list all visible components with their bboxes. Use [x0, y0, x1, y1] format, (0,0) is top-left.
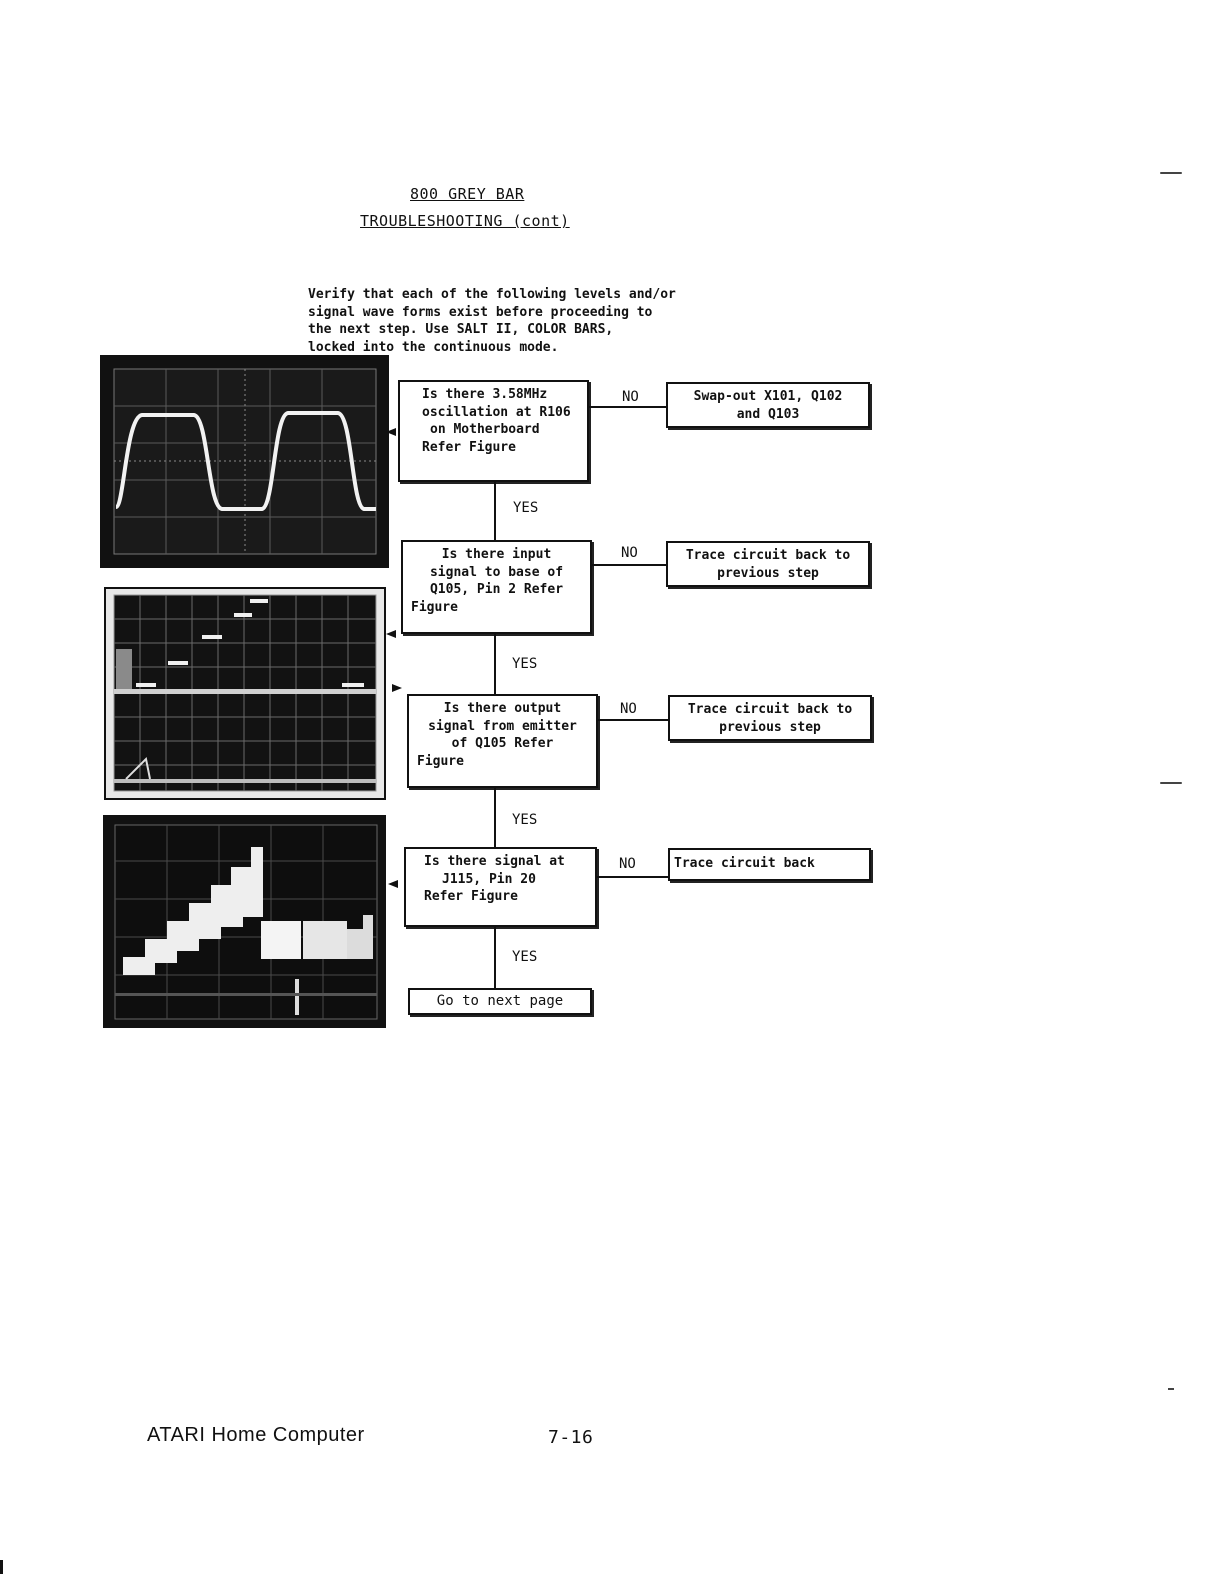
- scope-figure-staircase: [103, 815, 386, 1028]
- final-label: Go to next page: [436, 993, 564, 1009]
- connector-yes-3: [494, 788, 496, 847]
- staircase-trace: [105, 817, 384, 1026]
- yes-label: YES: [512, 812, 538, 828]
- scan-mark: [1160, 172, 1182, 174]
- question-box-4: [404, 847, 597, 927]
- action-line: Trace circuit back: [674, 856, 815, 871]
- yes-label: YES: [513, 500, 539, 516]
- no-label: NO: [619, 856, 636, 872]
- question-line: oscillation at R106: [422, 404, 571, 420]
- question-box-2: [401, 540, 592, 634]
- connector-no-3: [598, 719, 668, 721]
- question-line: Is there 3.58MHz: [422, 387, 548, 402]
- no-label: NO: [622, 389, 639, 405]
- question-line: signal to base of: [429, 564, 564, 580]
- footer-left: ATARI Home Computer: [147, 1424, 365, 1446]
- connector-yes-1: [494, 482, 496, 540]
- question-line: of Q105 Refer: [451, 736, 554, 751]
- connector-no-1: [589, 406, 666, 408]
- connector-yes-2: [494, 634, 496, 694]
- action-line: previous step: [717, 565, 819, 581]
- question-line: on Motherboard: [430, 422, 540, 437]
- question-line: Is there input: [441, 547, 552, 562]
- no-label: NO: [620, 701, 637, 717]
- question-line: Refer Figure: [424, 889, 518, 904]
- figure-pointer-arrow: [388, 880, 398, 888]
- dual-trace: [106, 589, 384, 798]
- question-line: signal from emitter: [428, 718, 577, 734]
- scope-figure-square-wave: [100, 355, 389, 568]
- page-subtitle: TROUBLESHOOTING (cont): [360, 212, 570, 230]
- connector-no-4: [597, 876, 668, 878]
- action-line: previous step: [719, 719, 821, 735]
- no-label: NO: [621, 545, 638, 561]
- action-box-2: [666, 541, 870, 587]
- intro-paragraph: [308, 286, 728, 356]
- page-number: 7-16: [548, 1427, 594, 1448]
- final-box: [408, 988, 592, 1015]
- intro-line: Verify that each of the following levels and/or: [308, 287, 676, 302]
- question-line: Refer Figure: [422, 439, 516, 455]
- question-box-3: [407, 694, 598, 788]
- scan-mark: [0, 1560, 3, 1574]
- action-line: Trace circuit back to: [687, 702, 853, 717]
- intro-line: locked into the continuous mode.: [308, 339, 559, 355]
- figure-pointer-arrow: [392, 684, 402, 692]
- square-wave-trace: [102, 357, 387, 566]
- question-line: Is there output: [443, 701, 562, 716]
- scan-mark: [1168, 1388, 1174, 1390]
- connector-no-2: [592, 564, 666, 566]
- question-line: Q105, Pin 2 Refer: [429, 582, 564, 597]
- action-line: Trace circuit back to: [685, 548, 851, 563]
- question-line: Figure: [411, 599, 458, 615]
- question-line: J115, Pin 20: [442, 871, 536, 887]
- action-line: and Q103: [736, 406, 800, 422]
- yes-label: YES: [512, 949, 538, 965]
- question-line: Figure: [417, 753, 464, 769]
- action-box-4: [668, 848, 871, 881]
- question-line: Is there signal at: [424, 854, 565, 869]
- figure-pointer-arrow: [386, 428, 396, 436]
- action-line: Swap-out X101, Q102: [693, 389, 843, 404]
- scope-figure-dual-trace: [104, 587, 386, 800]
- intro-line: the next step. Use SALT II, COLOR BARS,: [308, 322, 614, 337]
- action-box-1: [666, 382, 870, 428]
- scan-mark: [1160, 782, 1182, 784]
- connector-yes-4: [494, 927, 496, 988]
- page-title: 800 GREY BAR: [410, 185, 525, 203]
- question-box-1: [398, 380, 589, 482]
- figure-pointer-arrow: [386, 630, 396, 638]
- intro-line: signal wave forms exist before proceeding to: [308, 304, 653, 320]
- action-box-3: [668, 695, 872, 741]
- yes-label: YES: [512, 656, 538, 672]
